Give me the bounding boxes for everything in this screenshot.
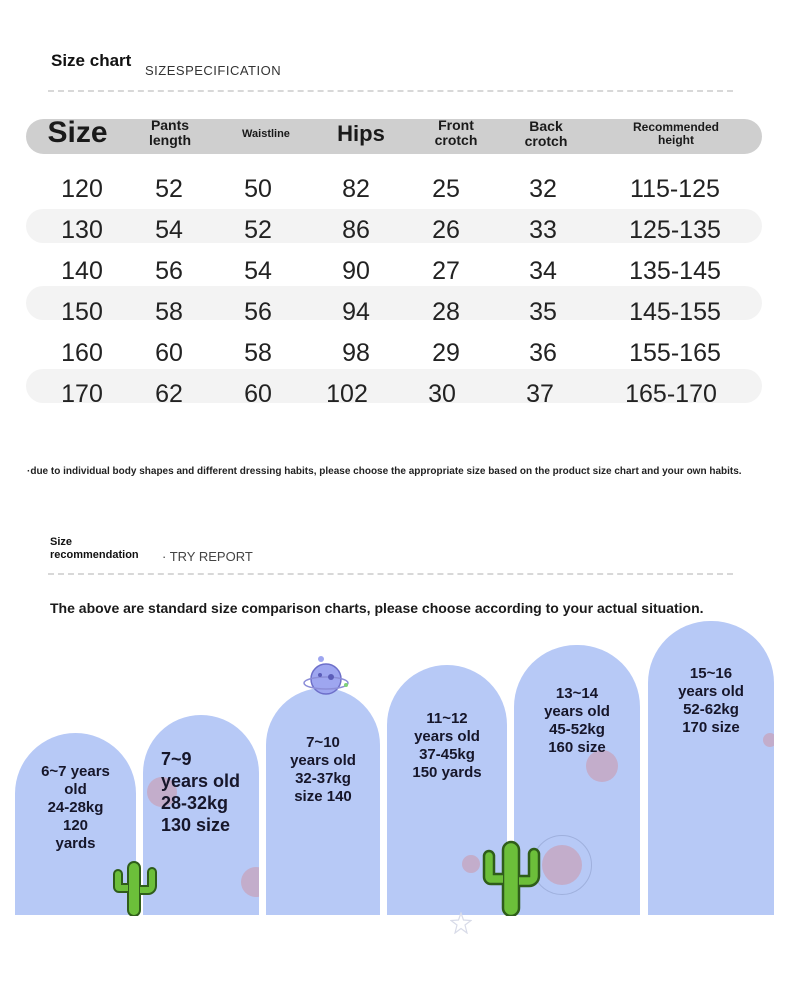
cell-size: 120 [61,175,103,203]
cell-pants-length: 58 [155,298,183,326]
cell-front-crotch: 29 [432,339,460,367]
age-card [266,688,380,915]
recommendation-info: The above are standard size comparison charts, please choose according to your actual situation. [50,600,704,616]
age-card [648,621,774,915]
recommendation-title-line2: recommendation [50,548,139,561]
cell-pants-length: 52 [155,175,183,203]
planet-decoration [542,845,582,885]
recommendation-title [50,536,139,561]
cell-waistline: 52 [244,216,272,244]
cell-size: 170 [61,380,103,408]
cell-pants-length: 54 [155,216,183,244]
age-card-text: 7~10 years old 32-37kg size 140 [290,734,356,805]
cactus-icon [480,840,542,916]
recommendation-subtitle: · TRY REPORT [162,549,253,564]
cell-front-crotch: 25 [432,175,460,203]
size-note: ·due to individual body shapes and different dressing habits, please choose the appropriate size based on the product size chart and your own habits. [27,466,742,477]
cell-front-crotch: 28 [432,298,460,326]
cell-hips: 90 [342,257,370,285]
cell-waistline: 58 [244,339,272,367]
cell-recommended-height: 125-135 [629,216,721,244]
header-pants-length: Pants length [149,117,191,148]
header-waistline: Waistline [242,128,290,140]
age-card-text: 15~16 years old 52-62kg 170 size [678,665,744,736]
size-chart-subtitle: SIZESPECIFICATION [145,63,282,78]
cell-waistline: 56 [244,298,272,326]
cell-recommended-height: 165-170 [625,380,717,408]
cell-hips: 102 [326,380,368,408]
divider [48,573,733,575]
header-front-crotch: Front crotch [434,117,478,148]
header-size: Size [47,116,108,149]
cell-recommended-height: 155-165 [629,339,721,367]
divider [48,90,733,92]
cell-back-crotch: 32 [529,175,557,203]
cell-front-crotch: 30 [428,380,456,408]
cell-back-crotch: 36 [529,339,557,367]
cell-waistline: 54 [244,257,272,285]
cell-back-crotch: 33 [529,216,557,244]
header-back-crotch: Back crotch [524,118,568,149]
cell-size: 130 [61,216,103,244]
size-chart-title: Size chart [51,51,132,70]
age-card-text: 6~7 years old 24-28kg 120 yards [41,763,110,852]
cell-size: 140 [61,257,103,285]
age-card-text: 7~9 years old 28-32kg 130 size [161,749,241,835]
cell-waistline: 60 [244,380,272,408]
cell-recommended-height: 115-125 [630,175,720,203]
planet-decoration [462,855,480,873]
cell-back-crotch: 37 [526,380,554,408]
star-icon [450,912,472,934]
age-card-text: 11~12 years old 37-45kg 150 yards [412,710,482,781]
cell-size: 160 [61,339,103,367]
header-recommended-height: Recommended height [632,120,720,147]
cell-recommended-height: 145-155 [629,298,721,326]
cell-pants-length: 60 [155,339,183,367]
cell-pants-length: 56 [155,257,183,285]
planet-decoration [241,867,259,897]
cell-front-crotch: 27 [432,257,460,285]
cell-hips: 86 [342,216,370,244]
planet-icon [302,655,350,701]
cell-front-crotch: 26 [432,216,460,244]
header-hips: Hips [337,121,385,146]
cactus-icon [110,860,158,916]
cell-hips: 82 [342,175,370,203]
cell-waistline: 50 [244,175,272,203]
cell-hips: 98 [342,339,370,367]
cell-back-crotch: 35 [529,298,557,326]
age-card [143,715,259,915]
recommendation-title-line1: Size [50,536,73,548]
cell-pants-length: 62 [155,380,183,408]
cell-hips: 94 [342,298,370,326]
cell-size: 150 [61,298,103,326]
age-card-text: 13~14 years old 45-52kg 160 size [544,685,610,756]
cell-back-crotch: 34 [529,257,557,285]
cell-recommended-height: 135-145 [629,257,721,285]
